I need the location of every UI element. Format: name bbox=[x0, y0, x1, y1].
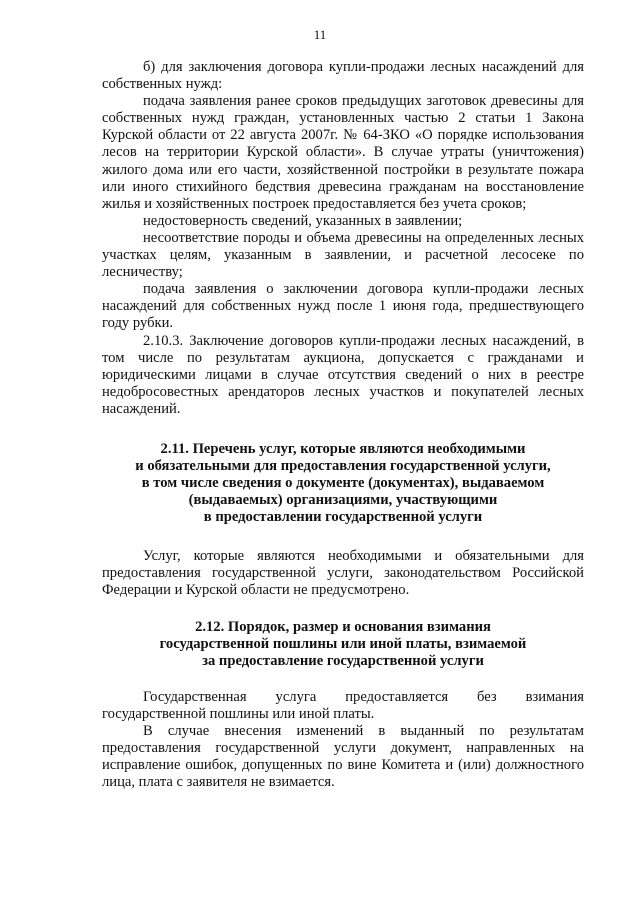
heading-line: (выдаваемых) организациями, участвующими bbox=[188, 492, 498, 509]
paragraph bbox=[102, 93, 584, 213]
section-heading-2-11 bbox=[102, 441, 584, 526]
paragraph bbox=[102, 333, 584, 418]
text-line: или иного стихийного бедствия древесина гражданам на восстановление bbox=[102, 178, 584, 195]
text-line: исправление ошибок, допущенных по вине Комитета и (или) должностного bbox=[102, 757, 584, 774]
text-line: собственных нужд: bbox=[102, 76, 223, 93]
section-body-2-11 bbox=[102, 548, 584, 599]
text-line: предоставления государственной услуги документ, направленных на bbox=[102, 740, 584, 757]
text-line: Курской области от 22 августа 2007г. № 64-ЗКО «О порядке использования bbox=[102, 127, 584, 144]
text-line: Государственная услуга предоставляется без взимания bbox=[143, 689, 584, 705]
text-line: юридическими лицами в случае отсутствия сведений о них в реестре bbox=[102, 366, 584, 383]
text-line: подача заявления о заключении договора купли-продажи лесных bbox=[143, 281, 584, 298]
paragraph bbox=[102, 723, 584, 791]
paragraph bbox=[102, 213, 584, 230]
text-line: насаждений. bbox=[102, 400, 181, 417]
text-line: Услуг, которые являются необходимыми и обязательными для bbox=[143, 548, 584, 564]
text-line: В случае внесения изменений в выданный по результатам bbox=[143, 723, 584, 740]
text-line: участках целям, указанным в заявлении, и расчетной лесосеке по bbox=[102, 247, 584, 264]
paragraph bbox=[102, 281, 584, 332]
heading-line: 2.11. Перечень услуг, которые являются необходимыми bbox=[160, 441, 526, 457]
text-line: несоответствие породы и объема древесины на определенных лесных bbox=[143, 229, 584, 246]
text-line: б) для заключения договора купли-продажи лесных насаждений для bbox=[143, 59, 584, 75]
text-line: лесничеству; bbox=[102, 264, 183, 281]
text-line: государственной пошлины или иной платы. bbox=[102, 706, 375, 723]
text-line: лесов на территории Курской области». В случае утраты (уничтожения) bbox=[102, 144, 584, 161]
heading-line: 2.12. Порядок, размер и основания взимания bbox=[195, 619, 491, 635]
text-line: году рубки. bbox=[102, 315, 174, 332]
text-line: недостоверность сведений, указанных в заявлении; bbox=[143, 212, 463, 229]
heading-line: государственной пошлины или иной платы, взимаемой bbox=[159, 636, 527, 653]
text-line: том числе по результатам аукциона, допускается с гражданами и bbox=[102, 349, 584, 366]
heading-line: в том числе сведения о документе (документах), выдаваемом bbox=[141, 475, 545, 492]
text-line: недобросовестных арендаторов лесных участков и покупателей лесных bbox=[102, 383, 584, 400]
page-number: 11 bbox=[313, 27, 327, 42]
text-line: собственных нужд граждан, установленных частью 2 статьи 1 Закона bbox=[102, 110, 584, 127]
text-line: насаждений для собственных нужд после 1 июня года, предшествующего bbox=[102, 298, 584, 315]
text-line: подача заявления ранее сроков предыдущих заготовок древесины для bbox=[143, 93, 584, 110]
text-line: Федерации и Курской области не предусмотрено. bbox=[102, 582, 410, 599]
text-line: предоставления государственной услуги, законодательством Российской bbox=[102, 565, 584, 582]
paragraph bbox=[102, 59, 584, 93]
text-line: жилья и хозяйственных построек предоставляется без учета сроков; bbox=[102, 195, 527, 212]
text-line: жилого дома или его части, хозяйственной постройки в результате пожара bbox=[102, 161, 584, 178]
section-body-2-12 bbox=[102, 689, 584, 792]
text-line: лица, плата с заявителя не взимается. bbox=[102, 774, 335, 791]
heading-line: за предоставление государственной услуги bbox=[202, 653, 484, 670]
text-line: 2.10.3. Заключение договоров купли-продажи лесных насаждений, в bbox=[143, 332, 584, 349]
heading-line: в предоставлении государственной услуги bbox=[203, 509, 483, 526]
heading-line: и обязательными для предоставления государственной услуги, bbox=[135, 458, 551, 475]
paragraph bbox=[102, 230, 584, 281]
paragraph bbox=[102, 689, 584, 723]
top-text-block bbox=[102, 59, 584, 418]
section-heading-2-12 bbox=[102, 619, 584, 670]
